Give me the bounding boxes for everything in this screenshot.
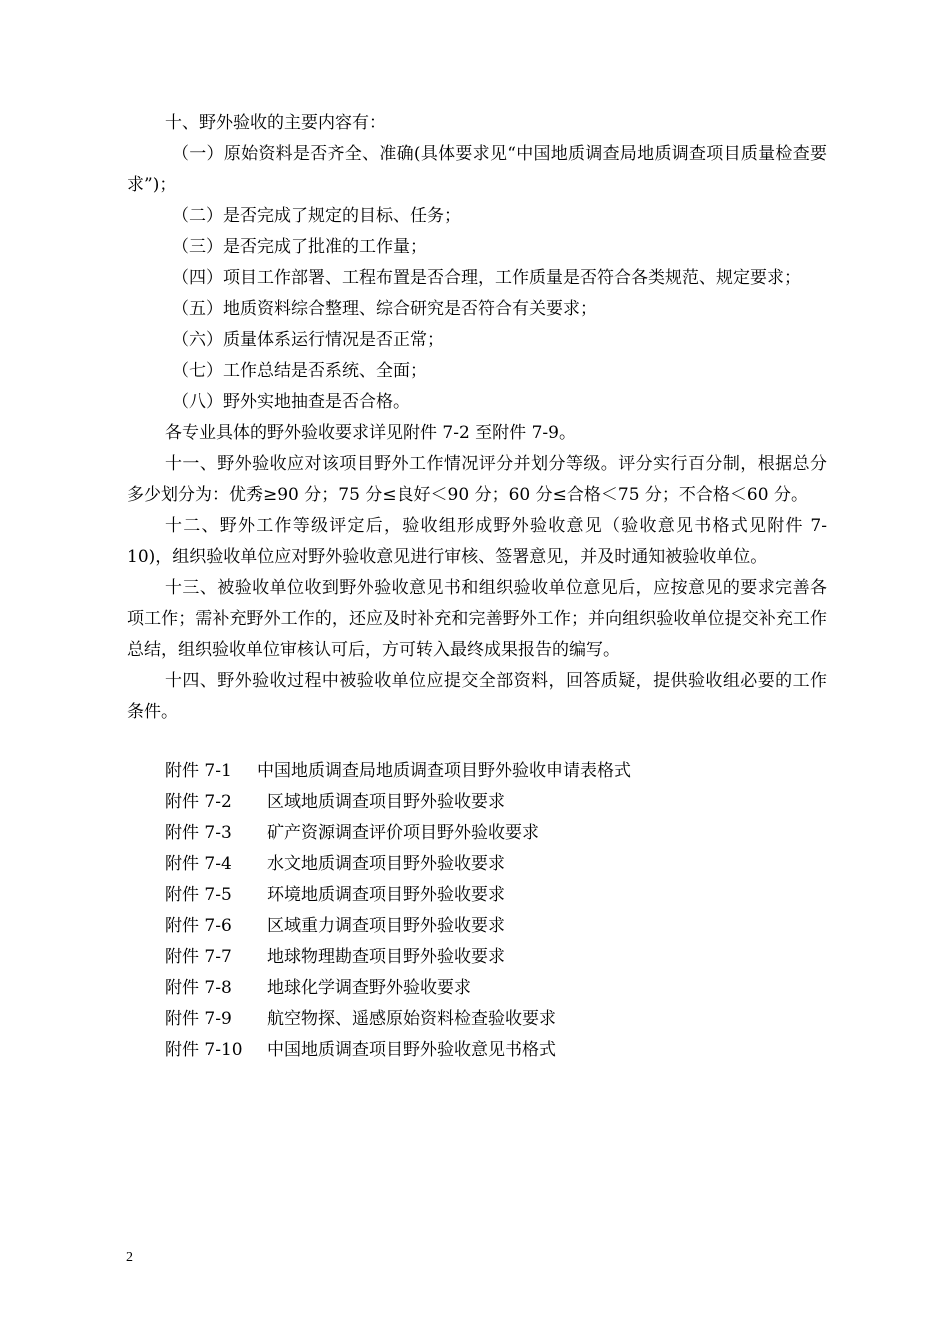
paragraph: （八）野外实地抽查是否合格。 [172, 392, 410, 412]
attachment-list [127, 756, 827, 1066]
attachment-title: 区域地质调查项目野外验收要求 [267, 792, 505, 812]
attachment-number: 附件 7-10 [165, 1040, 243, 1060]
paragraph: （一）原始资料是否齐全、准确(具体要求见“中国地质调查局地质调查项目质量检查要求”)； [127, 144, 827, 195]
attachment-title: 中国地质调查项目野外验收意见书格式 [267, 1040, 556, 1060]
paragraph: 十三、被验收单位收到野外验收意见书和组织验收单位意见后，应按意见的要求完善各项工作；需补充野外工作的，还应及时补充和完善野外工作；并向组织验收单位提交补充工作总结，组织验收单位审核认可后，方可转入最终成果报告的编写。 [127, 578, 827, 660]
attachment-item [165, 942, 827, 973]
paragraph: 十四、野外验收过程中被验收单位应提交全部资料，回答质疑，提供验收组必要的工作条件。 [127, 671, 827, 722]
attachment-number: 附件 7-2 [165, 792, 232, 812]
paragraph: 十、野外验收的主要内容有： [165, 113, 386, 133]
attachment-title: 地球物理勘查项目野外验收要求 [267, 947, 505, 967]
attachment-item [165, 756, 827, 787]
attachment-title: 矿产资源调查评价项目野外验收要求 [267, 823, 539, 843]
paragraph: （七）工作总结是否系统、全面； [172, 361, 427, 381]
paragraph: （五）地质资料综合整理、综合研究是否符合有关要求； [172, 299, 597, 319]
attachment-title: 航空物探、遥感原始资料检查验收要求 [267, 1009, 556, 1029]
attachment-number: 附件 7-7 [165, 947, 232, 967]
attachment-title: 中国地质调查局地质调查项目野外验收申请表格式 [257, 761, 631, 781]
attachment-item [165, 1035, 827, 1066]
attachment-item [165, 880, 827, 911]
attachment-number: 附件 7-4 [165, 854, 232, 874]
paragraph: 十一、野外验收应对该项目野外工作情况评分并划分等级。评分实行百分制，根据总分多少划分为：优秀≥90 分；75 分≤良好＜90 分；60 分≤合格＜75 分；不合格＜60 分。 [127, 454, 827, 505]
attachment-title: 环境地质调查项目野外验收要求 [267, 885, 505, 905]
attachment-item [165, 911, 827, 942]
attachment-title: 水文地质调查项目野外验收要求 [267, 854, 505, 874]
attachment-title: 地球化学调查野外验收要求 [267, 978, 471, 998]
page-number: 2 [126, 1250, 133, 1265]
attachment-item [165, 973, 827, 1004]
attachment-number: 附件 7-1 [165, 761, 232, 781]
paragraph: 十二、野外工作等级评定后，验收组形成野外验收意见（验收意见书格式见附件 7-10)，组织验收单位应对野外验收意见进行审核、签署意见，并及时通知被验收单位。 [127, 516, 827, 567]
paragraph: （三）是否完成了批准的工作量； [172, 237, 427, 257]
attachment-item [165, 787, 827, 818]
attachment-number: 附件 7-5 [165, 885, 232, 905]
attachment-number: 附件 7-8 [165, 978, 232, 998]
section-gap [127, 728, 827, 756]
attachment-number: 附件 7-6 [165, 916, 232, 936]
paragraph-list [127, 108, 827, 728]
document-body [127, 108, 827, 1066]
paragraph: （四）项目工作部署、工程布置是否合理，工作质量是否符合各类规范、规定要求； [172, 268, 801, 288]
attachment-item [165, 1004, 827, 1035]
paragraph: （二）是否完成了规定的目标、任务； [172, 206, 461, 226]
paragraph: （六）质量体系运行情况是否正常； [172, 330, 444, 350]
paragraph: 各专业具体的野外验收要求详见附件 7-2 至附件 7-9。 [165, 423, 576, 443]
attachment-item [165, 849, 827, 880]
attachment-number: 附件 7-3 [165, 823, 232, 843]
attachment-title: 区域重力调查项目野外验收要求 [267, 916, 505, 936]
attachment-item [165, 818, 827, 849]
attachment-number: 附件 7-9 [165, 1009, 232, 1029]
